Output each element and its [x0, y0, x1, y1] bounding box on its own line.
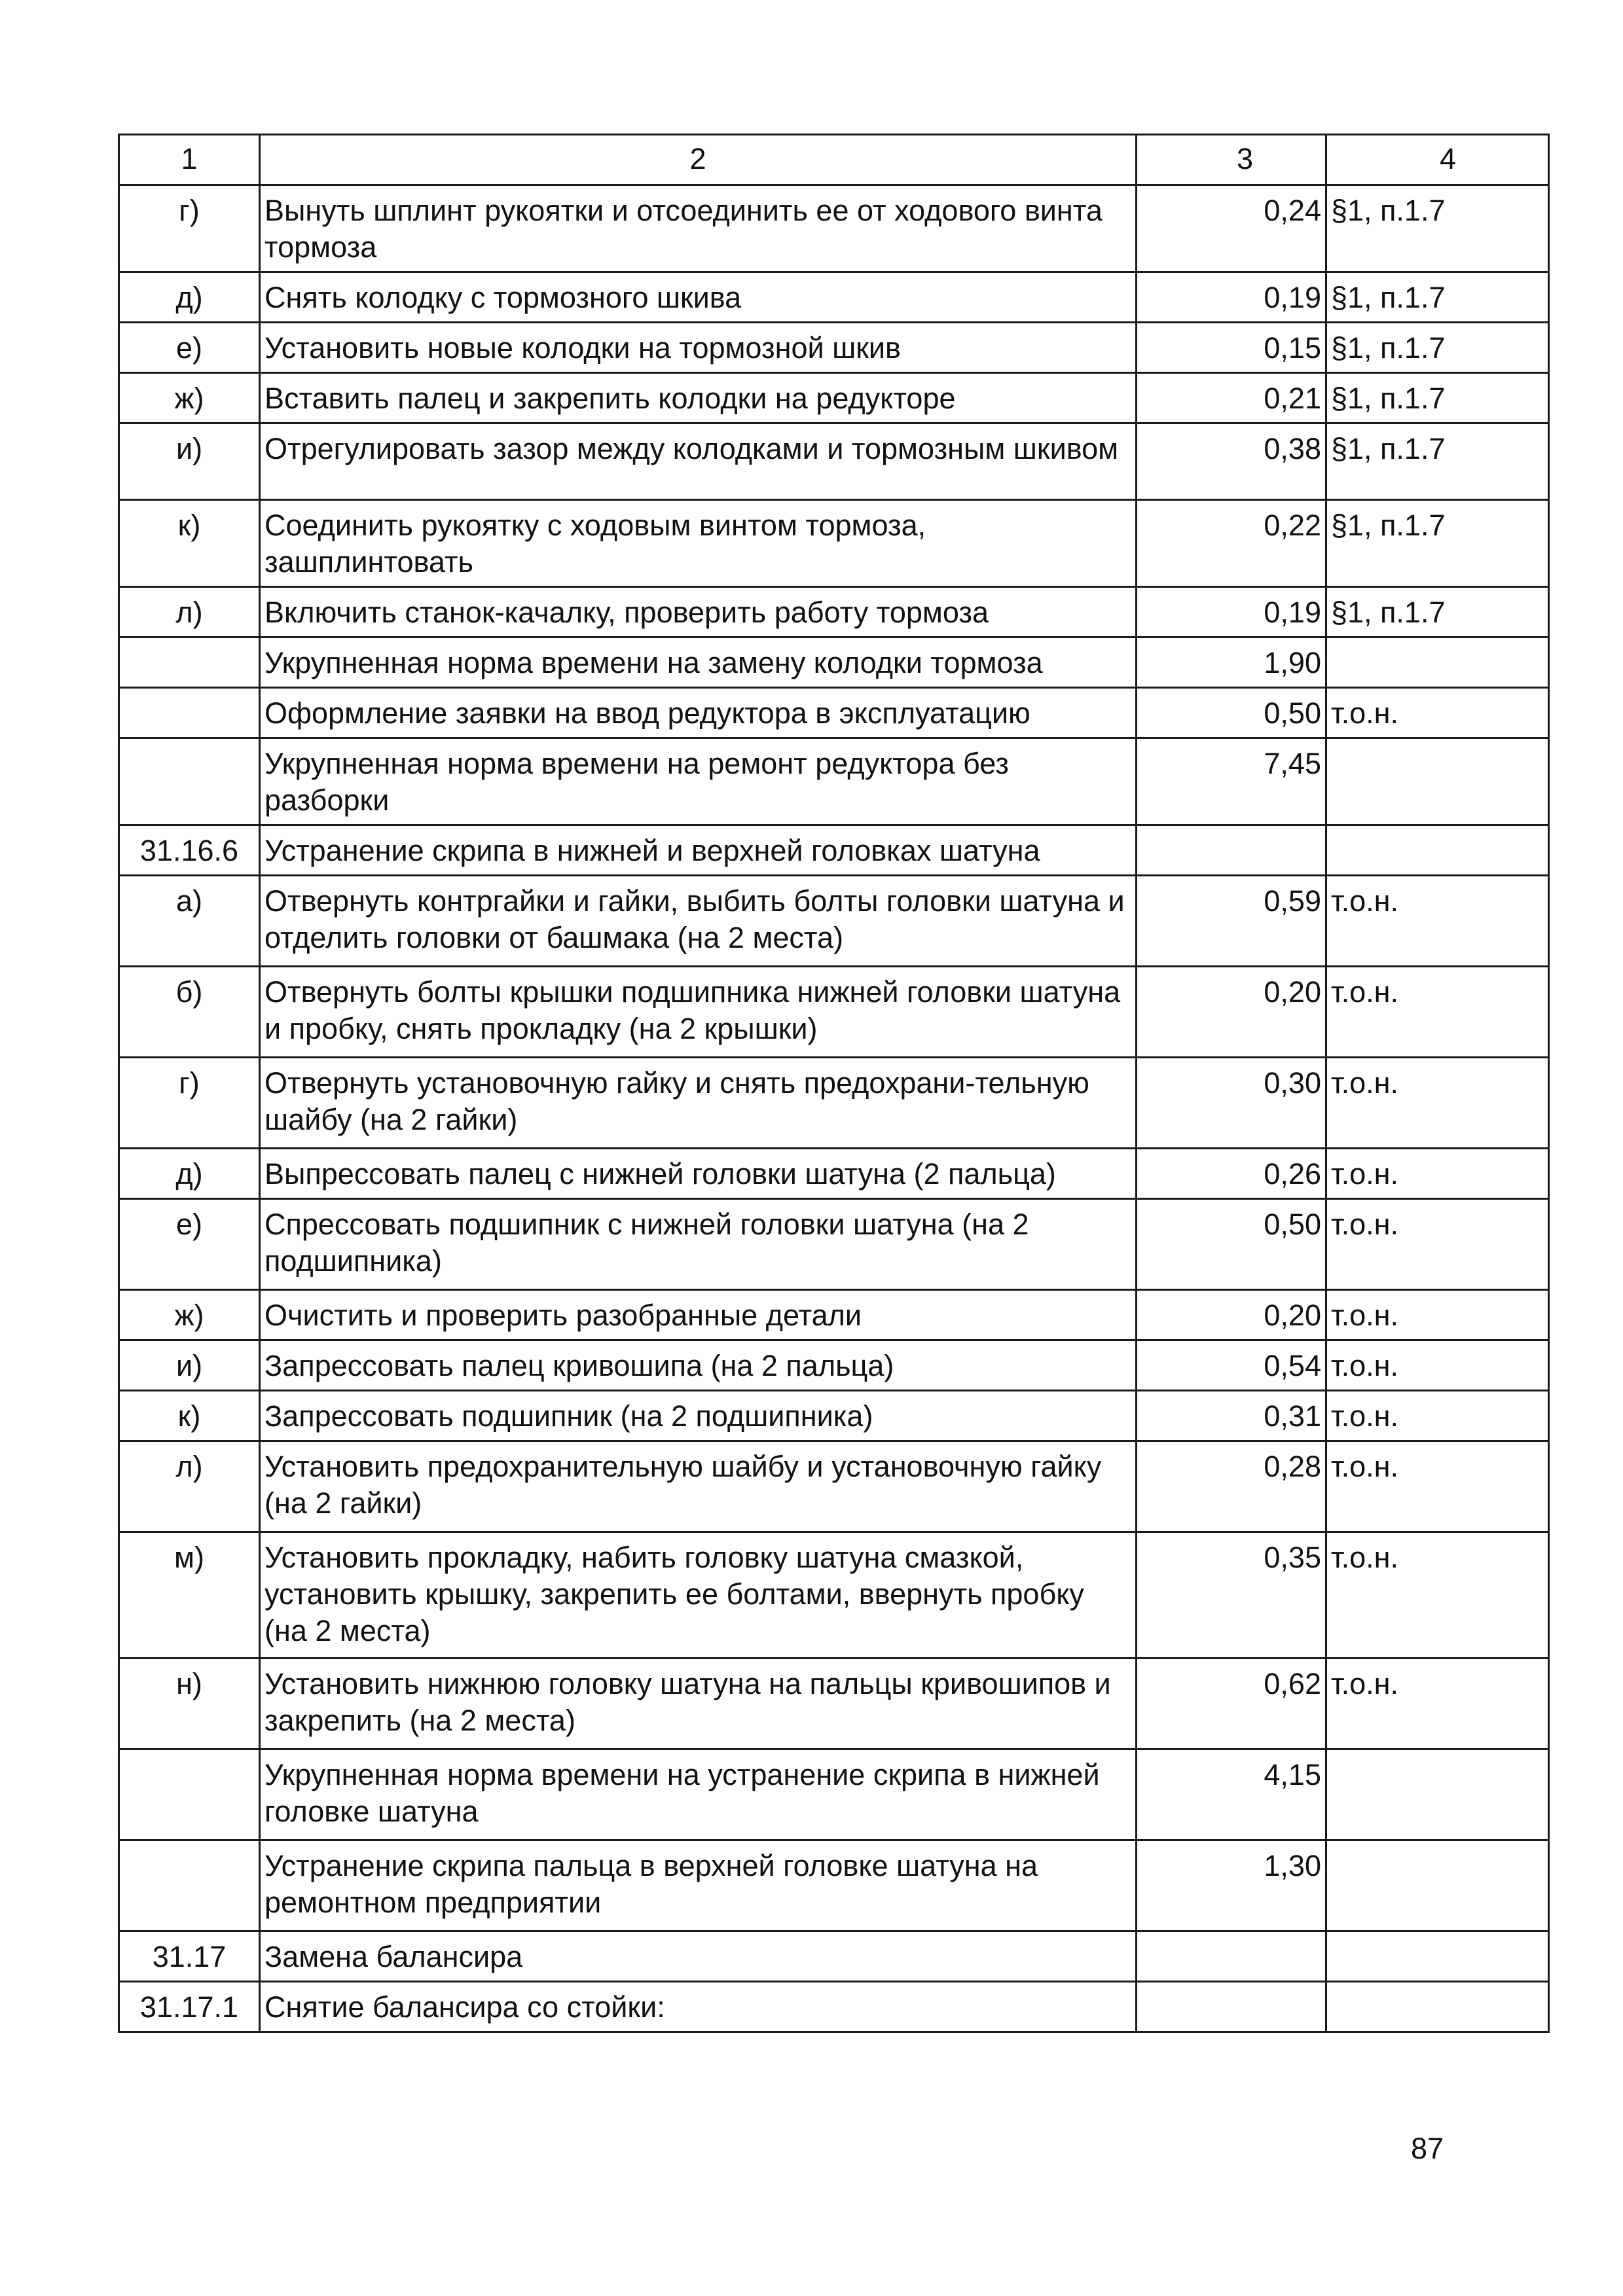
- norm-reference: §1, п.1.7: [1326, 323, 1549, 373]
- item-number: ж): [119, 373, 260, 423]
- table-row: [119, 1441, 1549, 1532]
- operation-description: Оформление заявки на ввод редуктора в эксплуатацию: [260, 688, 1137, 738]
- item-number: л): [119, 1441, 260, 1532]
- operation-description: Замена балансира: [260, 1931, 1137, 1982]
- table-row: [119, 1199, 1549, 1290]
- table-row: [119, 738, 1549, 825]
- item-number: [119, 688, 260, 738]
- norm-reference: т.о.н.: [1326, 1532, 1549, 1659]
- item-number: а): [119, 876, 260, 967]
- table-row: [119, 500, 1549, 587]
- item-number: г): [119, 185, 260, 272]
- item-number: г): [119, 1058, 260, 1149]
- page-number: 87: [1411, 2132, 1444, 2165]
- table-row: [119, 1149, 1549, 1199]
- item-number: е): [119, 1199, 260, 1290]
- operation-description: Спрессовать подшипник с нижней головки шатуна (на 2 подшипника): [260, 1199, 1137, 1290]
- norm-reference: т.о.н.: [1326, 1058, 1549, 1149]
- column-header-1: 1: [119, 135, 260, 185]
- time-norm-value: 0,22: [1137, 500, 1326, 587]
- operation-description: Вставить палец и закрепить колодки на редукторе: [260, 373, 1137, 423]
- operation-description: Установить нижнюю головку шатуна на пальцы кривошипов и закрепить (на 2 места): [260, 1659, 1137, 1749]
- column-header-4: 4: [1326, 135, 1549, 185]
- operation-description: Вынуть шплинт рукоятки и отсоединить ее от ходового винта тормоза: [260, 185, 1137, 272]
- norms-table: [118, 134, 1550, 2033]
- time-norm-value: 0,24: [1137, 185, 1326, 272]
- table-row: [119, 637, 1549, 688]
- time-norm-value: 0,20: [1137, 1290, 1326, 1340]
- norm-reference: §1, п.1.7: [1326, 373, 1549, 423]
- operation-description: Отрегулировать зазор между колодками и тормозным шкивом: [260, 423, 1137, 500]
- table-row: [119, 1532, 1549, 1659]
- table-row: [119, 1290, 1549, 1340]
- item-number: е): [119, 323, 260, 373]
- time-norm-value: 0,59: [1137, 876, 1326, 967]
- time-norm-value: 0,26: [1137, 1149, 1326, 1199]
- table-header-row: [119, 135, 1549, 185]
- table-row: [119, 323, 1549, 373]
- item-number: к): [119, 500, 260, 587]
- norm-reference: [1326, 637, 1549, 688]
- operation-description: Отвернуть болты крышки подшипника нижней головки шатуна и пробку, снять прокладку (на 2 крышки): [260, 967, 1137, 1058]
- table-row: [119, 272, 1549, 323]
- operation-description: Снятие балансира со стойки:: [260, 1982, 1137, 2032]
- norm-reference: [1326, 738, 1549, 825]
- time-norm-value: [1137, 1982, 1326, 2032]
- item-number: л): [119, 587, 260, 637]
- norm-reference: §1, п.1.7: [1326, 185, 1549, 272]
- time-norm-value: 0,30: [1137, 1058, 1326, 1149]
- item-number: и): [119, 1340, 260, 1391]
- operation-description: Запрессовать палец кривошипа (на 2 пальца): [260, 1340, 1137, 1391]
- time-norm-value: 0,35: [1137, 1532, 1326, 1659]
- table-row: [119, 1749, 1549, 1840]
- table-row: [119, 825, 1549, 876]
- norm-reference: [1326, 1931, 1549, 1982]
- operation-description: Укрупненная норма времени на устранение скрипа в нижней головке шатуна: [260, 1749, 1137, 1840]
- item-number: 31.16.6: [119, 825, 260, 876]
- table-row: [119, 1340, 1549, 1391]
- item-number: [119, 1749, 260, 1840]
- column-header-3: 3: [1137, 135, 1326, 185]
- time-norm-value: 1,90: [1137, 637, 1326, 688]
- norm-reference: т.о.н.: [1326, 688, 1549, 738]
- norm-reference: [1326, 825, 1549, 876]
- item-number: д): [119, 272, 260, 323]
- norm-reference: т.о.н.: [1326, 1659, 1549, 1749]
- table-row: [119, 967, 1549, 1058]
- table-row: [119, 1982, 1549, 2032]
- time-norm-value: [1137, 825, 1326, 876]
- norm-reference: [1326, 1749, 1549, 1840]
- table-row: [119, 1659, 1549, 1749]
- operation-description: Отвернуть контргайки и гайки, выбить болты головки шатуна и отделить головки от башмака (на 2 места): [260, 876, 1137, 967]
- norm-reference: §1, п.1.7: [1326, 500, 1549, 587]
- operation-description: Укрупненная норма времени на замену колодки тормоза: [260, 637, 1137, 688]
- time-norm-value: 0,20: [1137, 967, 1326, 1058]
- operation-description: Включить станок-качалку, проверить работу тормоза: [260, 587, 1137, 637]
- item-number: б): [119, 967, 260, 1058]
- operation-description: Соединить рукоятку с ходовым винтом тормоза, зашплинтовать: [260, 500, 1137, 587]
- table-row: [119, 688, 1549, 738]
- operation-description: Очистить и проверить разобранные детали: [260, 1290, 1137, 1340]
- item-number: к): [119, 1391, 260, 1441]
- norm-reference: т.о.н.: [1326, 1199, 1549, 1290]
- norm-reference: т.о.н.: [1326, 1149, 1549, 1199]
- item-number: м): [119, 1532, 260, 1659]
- operation-description: Установить предохранительную шайбу и установочную гайку (на 2 гайки): [260, 1441, 1137, 1532]
- item-number: д): [119, 1149, 260, 1199]
- operation-description: Установить новые колодки на тормозной шкив: [260, 323, 1137, 373]
- norm-reference: т.о.н.: [1326, 1340, 1549, 1391]
- time-norm-value: 0,54: [1137, 1340, 1326, 1391]
- time-norm-value: 0,50: [1137, 688, 1326, 738]
- item-number: и): [119, 423, 260, 500]
- time-norm-value: 0,38: [1137, 423, 1326, 500]
- operation-description: Установить прокладку, набить головку шатуна смазкой, установить крышку, закрепить ее болтами, ввернуть пробку (на 2 места): [260, 1532, 1137, 1659]
- time-norm-value: 0,50: [1137, 1199, 1326, 1290]
- norm-reference: т.о.н.: [1326, 1290, 1549, 1340]
- operation-description: Укрупненная норма времени на ремонт редуктора без разборки: [260, 738, 1137, 825]
- item-number: ж): [119, 1290, 260, 1340]
- norm-reference: §1, п.1.7: [1326, 587, 1549, 637]
- table-row: [119, 1391, 1549, 1441]
- item-number: 31.17: [119, 1931, 260, 1982]
- table-row: [119, 1058, 1549, 1149]
- norm-reference: §1, п.1.7: [1326, 272, 1549, 323]
- norm-reference: т.о.н.: [1326, 1391, 1549, 1441]
- time-norm-value: 0,28: [1137, 1441, 1326, 1532]
- table-row: [119, 1931, 1549, 1982]
- norm-reference: т.о.н.: [1326, 1441, 1549, 1532]
- norm-reference: т.о.н.: [1326, 876, 1549, 967]
- time-norm-value: 0,19: [1137, 587, 1326, 637]
- time-norm-value: 0,19: [1137, 272, 1326, 323]
- time-norm-value: 0,21: [1137, 373, 1326, 423]
- item-number: 31.17.1: [119, 1982, 260, 2032]
- operation-description: Отвернуть установочную гайку и снять предохрани-тельную шайбу (на 2 гайки): [260, 1058, 1137, 1149]
- time-norm-value: 4,15: [1137, 1749, 1326, 1840]
- operation-description: Устранение скрипа в нижней и верхней головках шатуна: [260, 825, 1137, 876]
- table-row: [119, 423, 1549, 500]
- time-norm-value: 7,45: [1137, 738, 1326, 825]
- norm-reference: [1326, 1982, 1549, 2032]
- operation-description: Снять колодку с тормозного шкива: [260, 272, 1137, 323]
- operation-description: Устранение скрипа пальца в верхней головке шатуна на ремонтном предприятии: [260, 1840, 1137, 1931]
- item-number: н): [119, 1659, 260, 1749]
- column-header-2: 2: [260, 135, 1137, 185]
- document-page: [118, 134, 1548, 2033]
- time-norm-value: 0,31: [1137, 1391, 1326, 1441]
- item-number: [119, 637, 260, 688]
- time-norm-value: [1137, 1931, 1326, 1982]
- time-norm-value: 1,30: [1137, 1840, 1326, 1931]
- table-row: [119, 373, 1549, 423]
- table-row: [119, 587, 1549, 637]
- operation-description: Запрессовать подшипник (на 2 подшипника): [260, 1391, 1137, 1441]
- norm-reference: §1, п.1.7: [1326, 423, 1549, 500]
- norm-reference: т.о.н.: [1326, 967, 1549, 1058]
- item-number: [119, 738, 260, 825]
- table-row: [119, 185, 1549, 272]
- item-number: [119, 1840, 260, 1931]
- table-row: [119, 1840, 1549, 1931]
- time-norm-value: 0,62: [1137, 1659, 1326, 1749]
- time-norm-value: 0,15: [1137, 323, 1326, 373]
- norm-reference: [1326, 1840, 1549, 1931]
- operation-description: Выпрессовать палец с нижней головки шатуна (2 пальца): [260, 1149, 1137, 1199]
- table-row: [119, 876, 1549, 967]
